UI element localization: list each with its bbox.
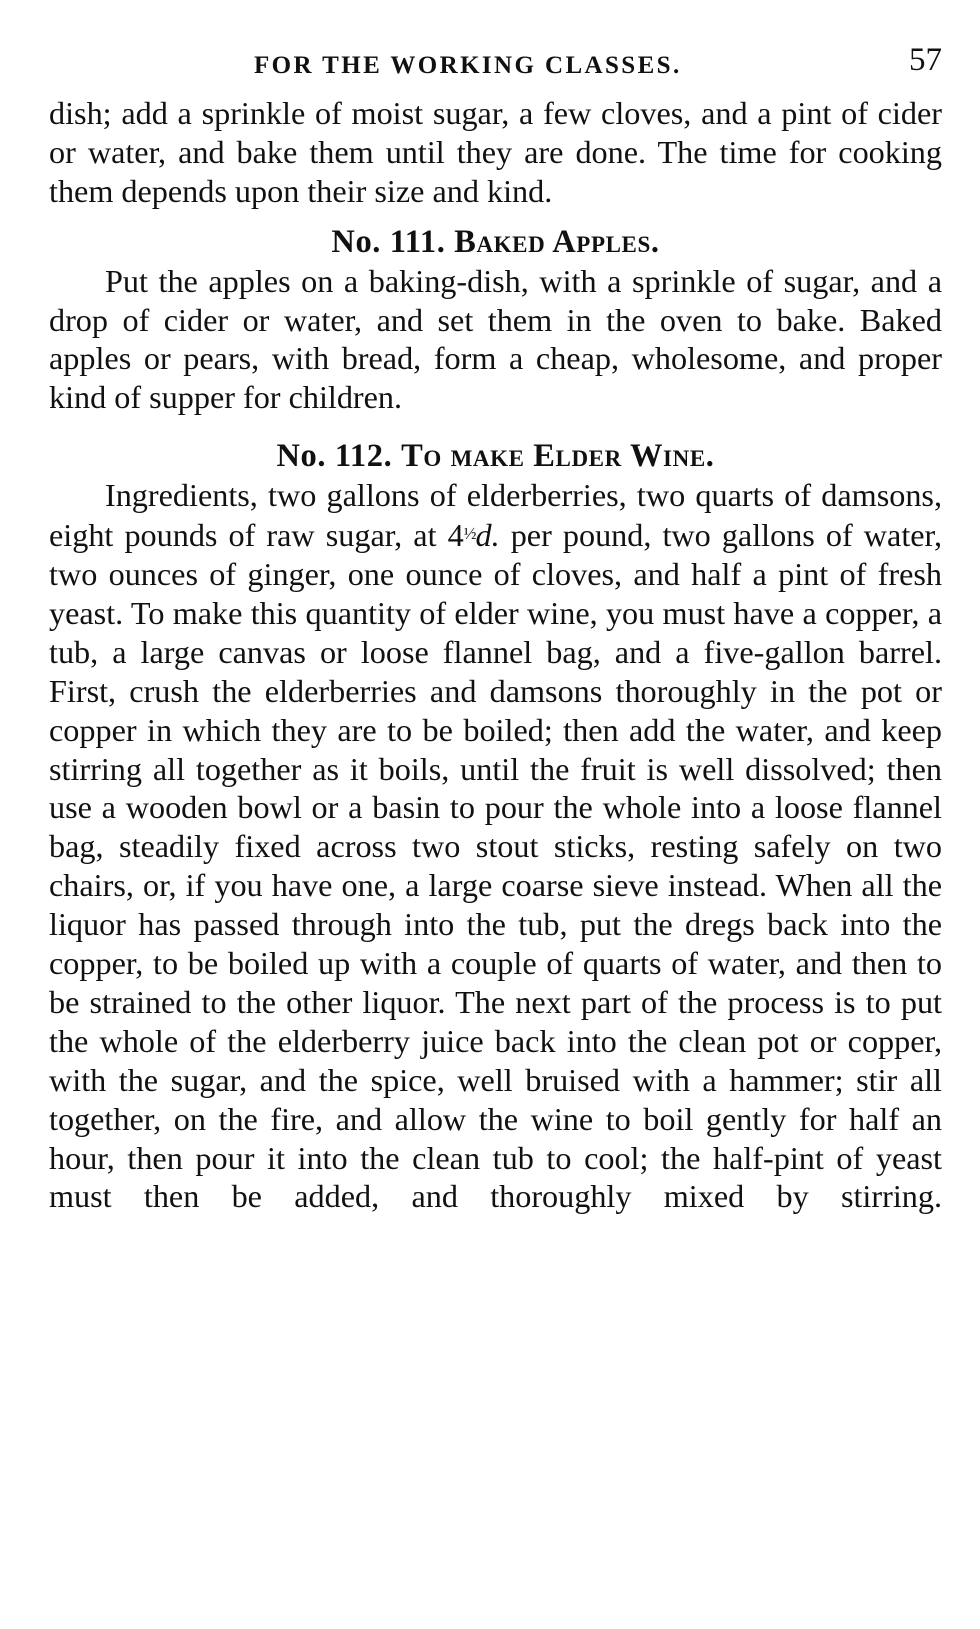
recipe-112-number: No. 112. [276,438,393,475]
running-header [49,38,942,94]
running-title: FOR THE WORKING CLASSES. [254,52,682,79]
recipe-112-title: To make Elder Wine. [401,438,715,475]
price-whole: 4 [447,517,464,554]
recipe-112-paragraph [49,476,942,1216]
recipe-111-number: No. 111. [331,223,446,260]
recipe-111-title: Baked Apples. [454,223,660,260]
recipe-111-heading [49,223,942,262]
recipe-112-heading [49,437,942,476]
recipe-111-paragraph: Put the apples on a baking-dish, with a sprinkle of sugar, and a drop of cider or water, and set them in the oven to bake. Baked apples or pears, with bread, form a cheap, wholesome, and proper kind of supper for children. [49,262,942,416]
book-page [49,38,942,1216]
price-unit: d. [475,517,500,554]
page-number: 57 [909,42,942,78]
recipe-112-text-after-price: per pound, two gallons of water, two ounces of ginger, one ounce of cloves, and half a pint of fresh yeast. To make this quantity of elder wine, you must have a copper, a tub, a large canvas or loose flannel bag, and a five-gallon barrel. First, crush the elderberries and damsons thoroughly in the pot or copper in which they are to be boiled; then add the water, and keep stirring all together as it boils, until the fruit is well dissolved; then use a wooden bowl or a basin to pour the whole into a loose flannel bag, steadily fixed across two stout sticks, resting safely on two chairs, or, if you have one, a large coarse sieve instead. When all the liquor has passed through into the tub, put the dregs back into the copper, to be boiled up with a couple of quarts of water, and then to be strained to the other liquor. The next part of the process is to put the whole of the elderberry juice back into the clean pot or copper, with the sugar, and the spice, well bruised with a hammer; stir all together, on the fire, and allow the wine to boil gently for half an hour, then pour it into the clean tub to cool; the half-pint of yeast must then be added, and thoroughly mixed by stirring. [49,517,943,1215]
continuation-paragraph: dish; add a sprinkle of moist sugar, a few cloves, and a pint of cider or water, and bake them until they are done. The time for cooking them depends upon their size and kind. [49,95,942,209]
price-fraction: ½ [463,524,476,544]
spacer [49,417,942,437]
spacer [49,211,942,223]
recipe-112-text-before-price: Ingredients, two gallons of elderberries, two quarts of damsons, eight pounds of raw sugar, at [49,477,942,554]
